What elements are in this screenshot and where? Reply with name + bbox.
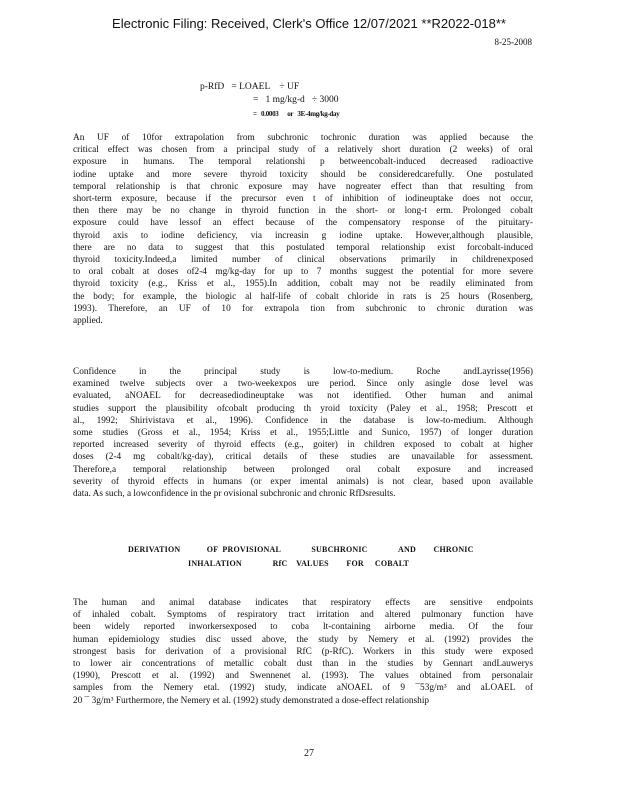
- text-line: critical effect was chosen from a principal study of a relatively short duration (2 weeks) of oral: [73, 145, 533, 156]
- formula-line-1: p-RfD = LOAEL ÷ UF: [200, 82, 300, 92]
- text-line: exposure in humans. The temporal relationshi p betweencobalt-induced decreased radioactive: [73, 157, 533, 168]
- text-line: examined twelve subjects over a two-weekexpos ure period. Since only asingle dose level was: [73, 379, 533, 390]
- paragraph-uncertainty-factor: [73, 132, 533, 327]
- text-line: doses (2-4 mg cobalt/kg-day), critical details of these studies are unavailable for assessment.: [73, 452, 533, 463]
- text-line: reported increased severity of thyroid effects (e.g., goiter) in children exposed to cobalt at higher: [73, 440, 533, 451]
- section-heading-line-1: DERIVATION OF PROVISIONAL SUBCHRONIC AND CHRONIC: [128, 545, 474, 554]
- text-line: exposure could have lessof an effect because of the compensatory response of the pituitary-: [73, 218, 533, 229]
- text-line: samples from the Nemery etal. (1992) study, indicate aNOAEL of 9 ¯53g/m³ and aLOAEL of: [73, 683, 533, 694]
- text-line: strongest basis for derivation of a provisional RfC (p-RfC). Workers in this study were exposed: [73, 646, 533, 657]
- text-line: to oral cobalt at doses of2-4 mg/kg-day for up to 7 months suggest the potential for more severe: [73, 267, 533, 278]
- paragraph-inhalation: [73, 597, 533, 707]
- text-line: temporal relationship is that chronic exposure may have nogreater effect than that resulting from: [73, 181, 533, 192]
- text-line: of inhaled cobalt. Symptoms of respiratory tract irritation and altered pulmonary function have: [73, 610, 533, 621]
- formula-line-2: = 1 mg/kg-d ÷ 3000: [253, 95, 339, 105]
- text-line: The human and animal database indicates that respiratory effects are sensitive endpoints: [73, 598, 533, 608]
- text-line: al., 1992; Shirivistava et al., 1996). Confidence in the database is low-to-medium. Although: [73, 415, 533, 426]
- text-line: iodine uptake and more severe thyroid toxicity should be consideredcarefully. One postulated: [73, 169, 533, 180]
- text-line: applied.: [73, 316, 103, 327]
- text-line: data. As such, a lowconfidence in the pr ovisional subchronic and chronic RfDsresults.: [73, 489, 396, 500]
- text-line: short-term exposure, because if the precursor even t of inhibition of iodineuptake does not occur,: [73, 194, 533, 205]
- text-line: studies support the plausibility ofcobalt producing th yroid toxicity (Paley et al., 1958; Prescott et: [73, 403, 533, 414]
- text-line: then there may be no change in thyroid function in the short- or long-t erm. Prolonged cobalt: [73, 206, 533, 217]
- text-line: severity of thyroid effects in humans (or exper imental animals) is not clear, based upon available: [73, 476, 533, 487]
- text-line: (1990), Prescott et al. (1992) and Swennenet al. (1993). The values obtained from personalair: [73, 671, 533, 682]
- text-line: An UF of 10for extrapolation from subchronic tochronic duration was applied because the: [73, 133, 533, 143]
- text-line: to lower air concentrations of metallic cobalt dust than in the studies by Gennart andLauwerys: [73, 659, 533, 670]
- text-line: thyroid toxicity (e.g., Kriss et al., 1955).In addition, cobalt may not be readily eliminated from: [73, 279, 533, 290]
- section-heading-line-2: INHALATION RfC VALUES FOR COBALT: [188, 559, 410, 568]
- page-number: 27: [304, 748, 314, 759]
- text-line: been widely reported inworkersexposed to coba lt-containing airborne media. Of the four: [73, 622, 533, 633]
- formula-line-3: = 0.0003 or 3E-4mg/kg-day: [253, 110, 340, 118]
- text-line: there are no data to suggest that this postulated temporal relationship exist forcobalt-induced: [73, 242, 533, 253]
- paragraph-confidence: [73, 366, 533, 500]
- header-date: 8-25-2008: [494, 37, 532, 47]
- text-line: 1993). Therefore, an UF of 10 for extrapola tion from subchronic to chronic duration was: [73, 303, 533, 314]
- text-line: Therefore,a temporal relationship between prolonged oral cobalt exposure and increased: [73, 464, 533, 475]
- text-line: 20 ¯ 3g/m³ Furthermore, the Nemery et al. (1992) study demonstrated a dose-effect relationship: [73, 695, 430, 706]
- text-line: thyroid toxicity.Indeed,a limited number of clinical observations primarily in childrenexposed: [73, 255, 533, 266]
- text-line: the body; for example, the biologic al half-life of cobalt chloride in rats is 25 hours (Rosenberg,: [73, 291, 533, 302]
- filing-header: Electronic Filing: Received, Clerk's Office 12/07/2021 **R2022-018**: [112, 16, 506, 31]
- text-line: thyroid axis to iodine deficiency, via increasin g iodine uptake. However,although plausible,: [73, 230, 533, 241]
- text-line: some studies (Gross et al., 1954; Kriss et al., 1955;Little and Sunico, 1957) of longer duration: [73, 428, 533, 439]
- text-line: human epidemiology studies disc ussed above, the study by Nemery et al. (1992) provides the: [73, 634, 533, 645]
- text-line: Confidence in the principal study is low-to-medium. Roche andLayrisse(1956): [73, 367, 533, 377]
- text-line: evaluated, aNOAEL for decreasediodineuptake was not identified. Other human and animal: [73, 391, 533, 402]
